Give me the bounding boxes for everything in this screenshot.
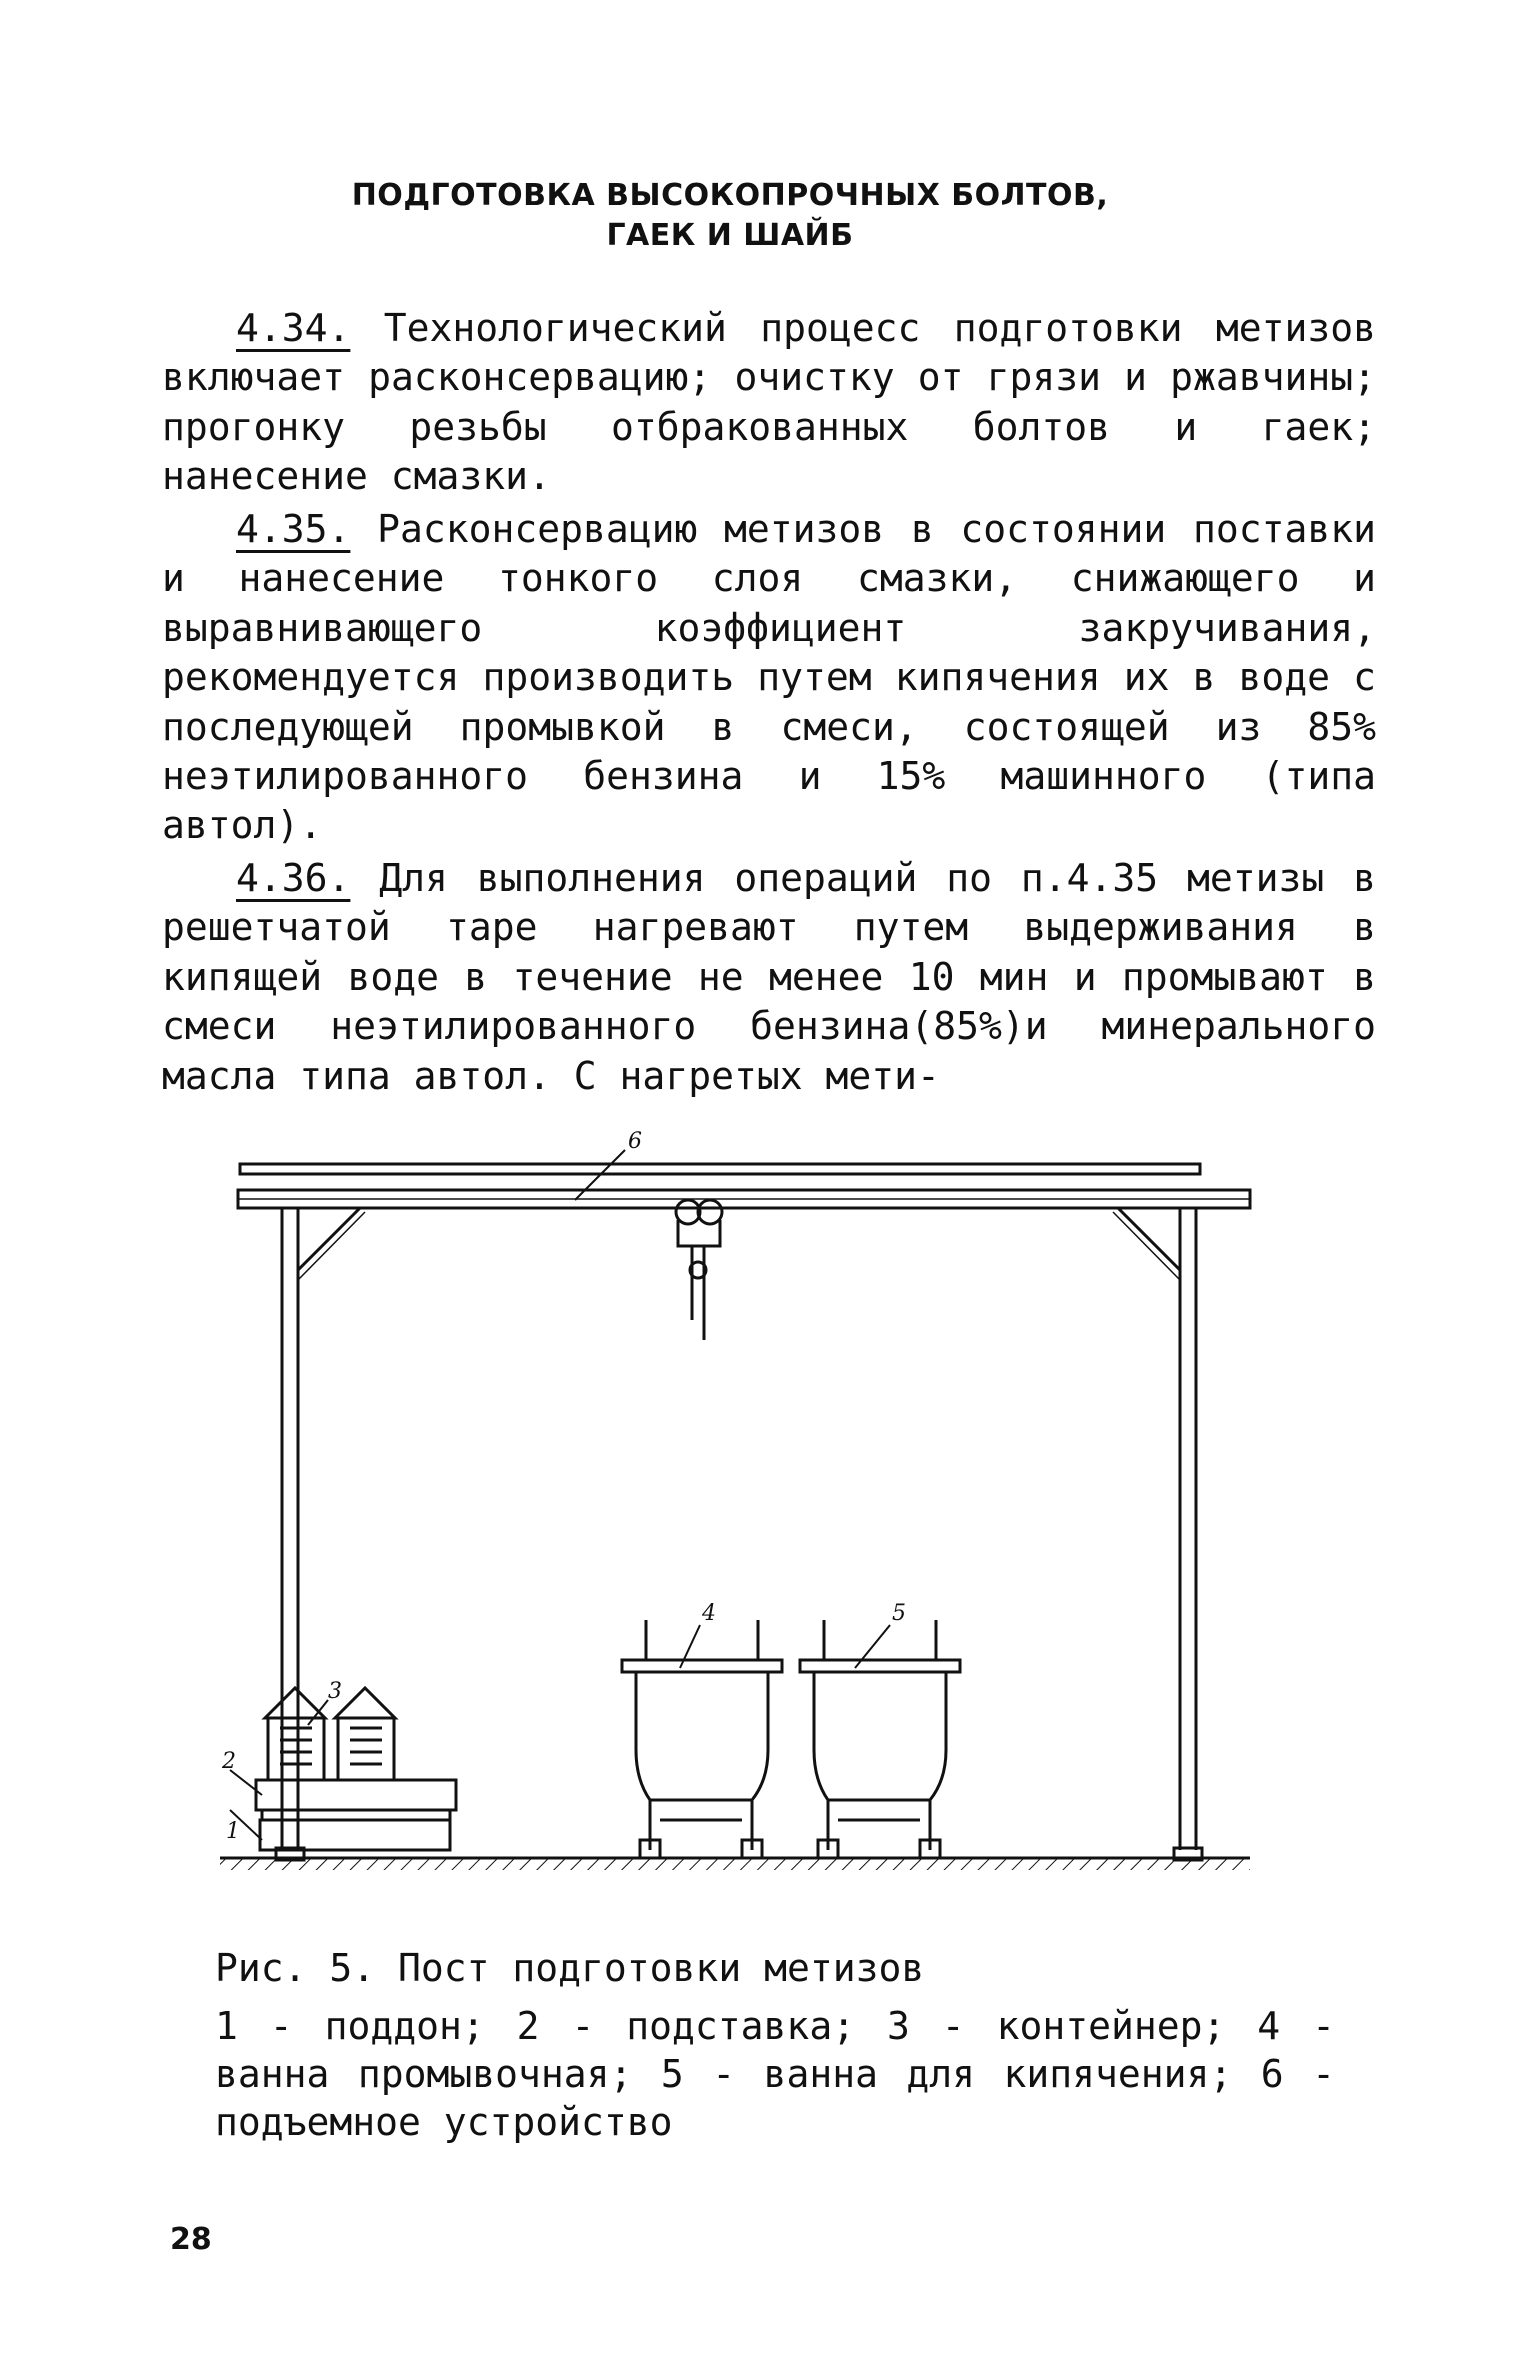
callout-2: 2	[222, 1749, 236, 1774]
figure-caption-title: Рис. 5. Пост подготовки метизов	[215, 1946, 925, 1990]
leader-4	[680, 1625, 700, 1668]
section-title-line-1: ПОДГОТОВКА ВЫСОКОПРОЧНЫХ БОЛТОВ,	[351, 178, 1109, 213]
boiling-bath	[800, 1620, 960, 1858]
figure-preparation-station	[200, 1120, 1300, 1940]
stand	[256, 1780, 456, 1810]
overhead-frame	[240, 1164, 1200, 1174]
paragraph-number: 4.35.	[236, 507, 351, 551]
left-brace	[298, 1208, 360, 1270]
paragraph-number: 4.34.	[236, 306, 351, 350]
container-right	[335, 1688, 395, 1780]
right-brace	[1118, 1208, 1180, 1270]
page-number: 28	[170, 2222, 212, 2257]
figure-caption-legend: 1 - поддон; 2 - подставка; 3 - контейнер; 4 - ванна промывочная; 5 - ванна для кипячения; 6 - подъемное устройство	[215, 2004, 1335, 2144]
paragraph-4-34	[162, 304, 1376, 502]
paragraph-4-36	[162, 854, 1376, 1101]
callout-6: 6	[628, 1129, 642, 1154]
paragraph-4-35	[162, 505, 1376, 851]
callout-3: 3	[328, 1679, 342, 1704]
wash-bath	[622, 1620, 782, 1858]
paragraph-text: Расконсервацию метизов в состоянии поставки и нанесение тонкого слоя смазки, снижающего и выравнивающего коэффициент закручивания, рекомендуется производить путем кипячения их в воде с последующей промывкой в смеси, состоящей из 85% неэтилированного бензина и 15% машинного (типа автол).	[162, 507, 1376, 848]
paragraph-text: Технологический процесс подготовки метизов включает расконсервацию; очистку от грязи и ржавчины; прогонку резьбы отбракованных болтов и гаек; нанесение смазки.	[162, 306, 1376, 499]
container-left	[265, 1688, 325, 1780]
ground-hatch	[220, 1858, 1250, 1870]
section-title-line-2: ГАЕК И ШАЙБ	[606, 218, 854, 253]
callout-5: 5	[892, 1601, 906, 1626]
callout-4: 4	[702, 1601, 716, 1626]
paragraph-number: 4.36.	[236, 856, 351, 900]
paragraph-text: Для выполнения операций по п.4.35 метизы в решетчатой таре нагревают путем выдерживания в кипящей воде в течение не менее 10 мин и промывают в смеси неэтилированного бензина(85%)и минерального масла типа автол. С нагретых мети-	[162, 856, 1376, 1098]
callout-1: 1	[226, 1819, 240, 1844]
leader-5	[855, 1625, 890, 1668]
pallet	[260, 1820, 450, 1850]
station-drawing	[200, 1120, 1300, 1940]
hoist-trolley	[676, 1200, 722, 1340]
